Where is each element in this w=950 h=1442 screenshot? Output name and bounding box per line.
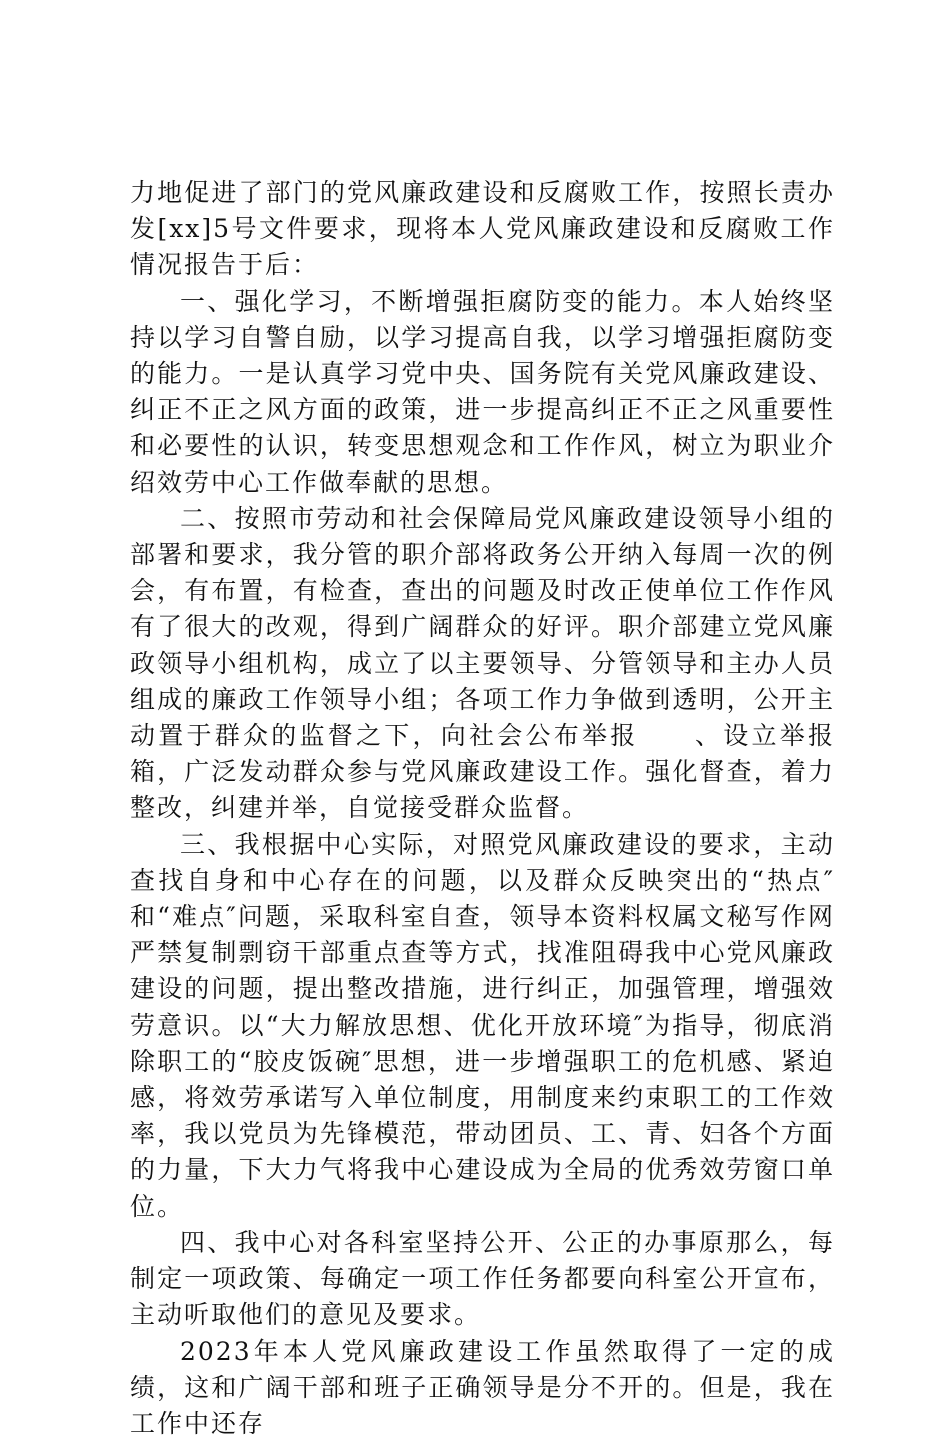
paragraph-section-2: 二、按照市劳动和社会保障局党风廉政建设领导小组的部署和要求，我分管的职介部将政务公开纳入每周一次的例会，有布置，有检查，查出的问题及时改正使单位工作作风有了很大的改观，得到广阔群众的好评。职介部建立党风廉政领导小组机构，成立了以主要领导、分管领导和主办人员组成的廉政工作领导小组；各项工作力争做到透明，公开主动置于群众的监督之下，向社会公布举报 、设立举报箱，广泛发动群众参与党风廉政建设工作。强化督查，着力整改，纠建并举，自觉接受群众监督。 xyxy=(130,501,835,827)
document-body xyxy=(130,175,835,1442)
paragraph-section-3: 三、我根据中心实际，对照党风廉政建设的要求，主动查找自身和中心存在的问题，以及群众反映突出的“热点″和“难点″问题，采取科室自查，领导本资料权属文秘写作网严禁复制剽窃干部重点查等方式，找准阻碍我中心党风廉政建设的问题，提出整改措施，进行纠正，加强管理，增强效劳意识。以“大力解放思想、优化开放环境″为指导，彻底消除职工的“胶皮饭碗″思想，进一步增强职工的危机感、紧迫感，将效劳承诺写入单位制度，用制度来约束职工的工作效率，我以党员为先锋模范，带动团员、工、青、妇各个方面的力量，下大力气将我中心建设成为全局的优秀效劳窗口单位。 xyxy=(130,827,835,1225)
paragraph-section-1: 一、强化学习，不断增强拒腐防变的能力。本人始终坚持以学习自警自励，以学习提高自我，以学习增强拒腐防变的能力。一是认真学习党中央、国务院有关党风廉政建设、纠正不正之风方面的政策，进一步提高纠正不正之风重要性和必要性的认识，转变思想观念和工作作风，树立为职业介绍效劳中心工作做奉献的思想。 xyxy=(130,284,835,501)
paragraph-summary: 2023年本人党风廉政建设工作虽然取得了一定的成绩，这和广阔干部和班子正确领导是分不开的。但是，我在工作中还存 xyxy=(130,1334,835,1442)
paragraph-intro: 力地促进了部门的党风廉政建设和反腐败工作，按照长责办发[xx]5号文件要求，现将本人党风廉政建设和反腐败工作情况报告于后： xyxy=(130,175,835,284)
paragraph-section-4: 四、我中心对各科室坚持公开、公正的办事原那么，每制定一项政策、每确定一项工作任务都要向科室公开宣布，主动听取他们的意见及要求。 xyxy=(130,1225,835,1334)
